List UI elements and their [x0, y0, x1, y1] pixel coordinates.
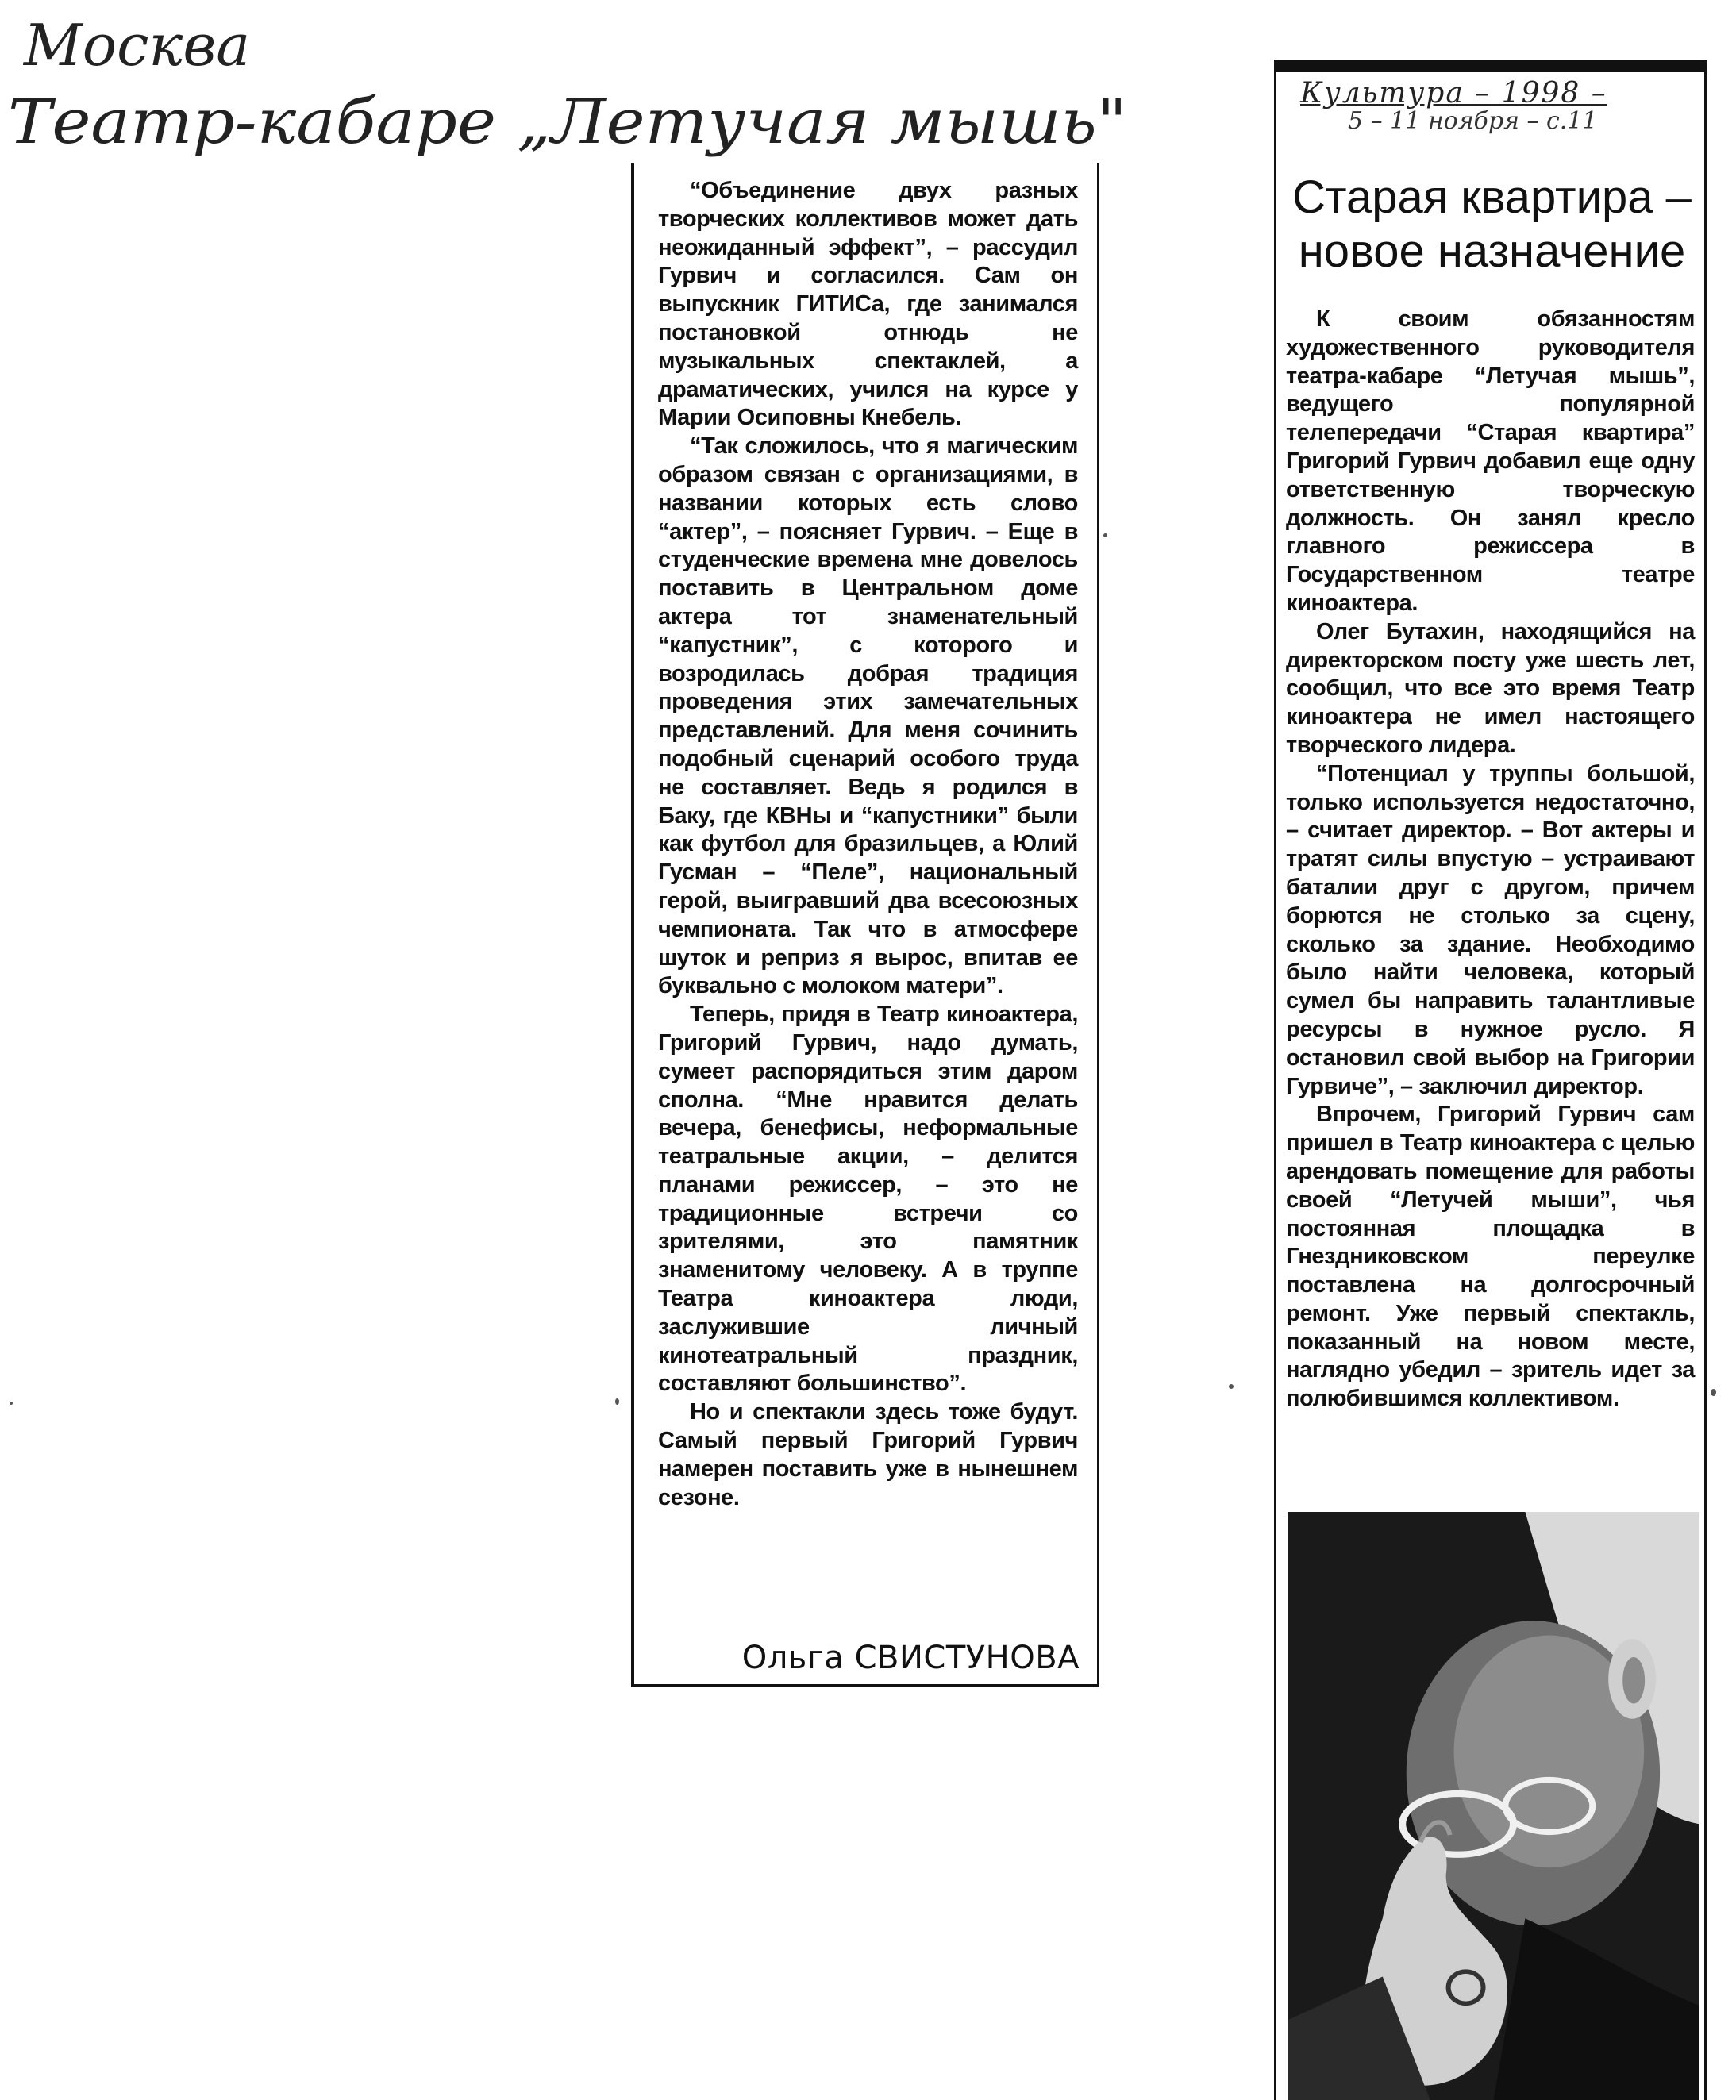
article-main-column: [1274, 60, 1707, 2100]
article-paragraph: К своим обязанностям художественного руководителя театра-кабаре “Летучая мышь”, ведущего популярной телепередачи “Старая квартира” Григорий Гурвич добавил еще одну ответственную творческую должность. Он занял кресло главного режиссера в Государственном театре киноактера.: [1286, 306, 1695, 616]
headline-line-2: новое назначение: [1298, 225, 1686, 277]
article-continuation-column: [631, 163, 1099, 1687]
article-paragraph: Олег Бутахин, находящийся на директорском посту уже шесть лет, сообщил, что все это время Театр киноактера не имел настоящего творческого лидера.: [1286, 618, 1695, 758]
article-paragraph: “Так сложилось, что я магическим образом связан с организациями, в названии которых есть слово “актер”, – поясняет Гурвич. – Еще в студенческие времена мне довелось поставить в Центральном доме актера тот знаменательный “капустник”, с которого и возродилась добрая традиция проведения этих замечательных представлений. Для меня сочинить подобный сценарий особого труда не составляет. Ведь я родился в Баку, где КВНы и “капустники” были как футбол для бразильцев, а Юлий Гусман – “Пеле”, национальный герой, выигравший два всесоюзных чемпионата. Так что в атмосфере шуток и реприз я вырос, впитав ее буквально с молоком матери”.: [658, 433, 1078, 999]
handwritten-annotation: [8, 16, 1151, 167]
article-paragraph: Теперь, придя в Театр киноактера, Григорий Гурвич, надо думать, сумеет распорядиться этим даром сполна. “Мне нравится делать вечера, бенефисы, неформальные театральные акции, – делится планами режиссер, – это не традиционные встречи со зрителями, это памятник знаменитому человеку. А в труппе Театра киноактера люди, заслужившие личный кинотеатральный праздник, составляют большинство”.: [658, 1002, 1078, 1397]
handwritten-line-theatre: Театр-кабаре „Летучая мышь": [8, 87, 1127, 158]
article-headline: [1288, 171, 1696, 279]
scan-speck: [10, 1402, 13, 1405]
article-paragraph: “Объединение двух разных творческих коллективов может дать неожиданный эффект”, – рассудил Гурвич и согласился. Сам он выпускник ГИТИСа, где занимался постановкой отнюдь не музыкальных спектаклей, а драматических, учился на курсе у Марии Осиповны Кнебель.: [658, 178, 1078, 431]
portrait-photo-image: [1288, 1512, 1699, 2100]
scan-speck: [1229, 1384, 1234, 1389]
handwritten-date-note: 5 – 11 ноября – с.11: [1348, 107, 1598, 135]
handwritten-line-city: Москва: [24, 16, 251, 79]
article-paragraph: Но и спектакли здесь тоже будут. Самый первый Григорий Гурвич намерен поставить уже в нынешнем сезоне.: [658, 1399, 1078, 1510]
author-signature: Ольга СВИСТУНОВА: [741, 1640, 1080, 1676]
column-top-rule: [1276, 60, 1704, 72]
headline-line-1: Старая квартира –: [1292, 171, 1692, 223]
article-body: [1286, 306, 1695, 1413]
article-paragraph: “Потенциал у труппы большой, только используется недостаточно, – считает директор. – Вот актеры и тратят силы впустую – устраивают баталии друг с другом, причем борются не столько за сцену, сколько за здание. Необходимо было найти человека, который сумел бы направить талантливые ресурсы в нужное русло. Я остановил свой выбор на Григории Гурвиче”, – заключил директор.: [1286, 760, 1695, 1099]
scan-speck: [1103, 533, 1107, 537]
article-paragraph: Впрочем, Григорий Гурвич сам пришел в Театр киноактера с целью арендовать помещение для работы своей “Летучей мыши”, чья постоянная площадка в Гнездниковском переулке поставлена на долгосрочный ремонт. Уже первый спектакль, показанный на новом месте, наглядно убедил – зритель идет за полюбившимся коллективом.: [1286, 1102, 1695, 1412]
handwritten-source-note: Культура – 1998 –: [1300, 77, 1607, 110]
scan-speck: [615, 1398, 619, 1405]
scan-speck: [1711, 1389, 1716, 1396]
portrait-photo: [1288, 1512, 1699, 2100]
